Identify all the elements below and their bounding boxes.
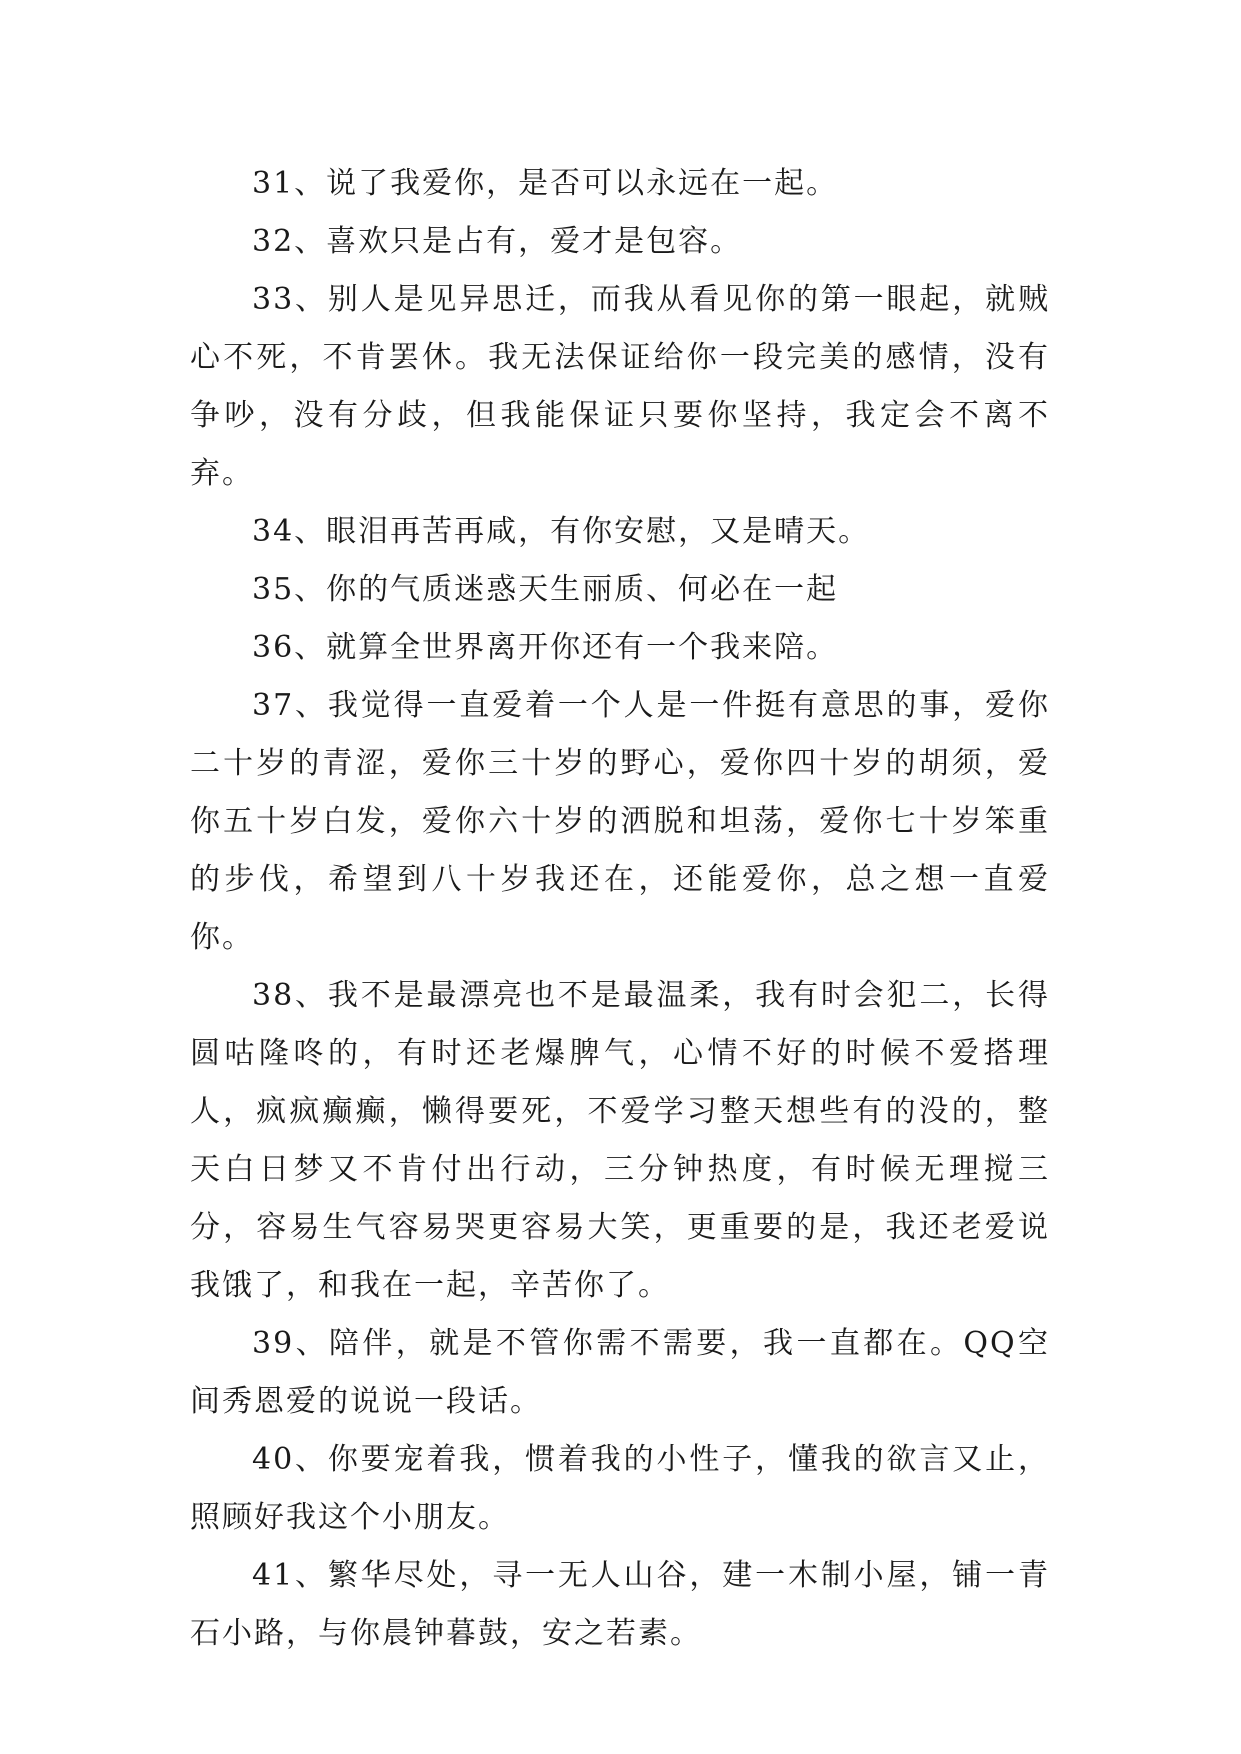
paragraph-37: 37、我觉得一直爱着一个人是一件挺有意思的事，爱你二十岁的青涩，爱你三十岁的野心，爱你四十岁的胡须，爱你五十岁白发，爱你六十岁的洒脱和坦荡，爱你七十岁笨重的步伐，希望到八十岁我还在，还能爱你，总之想一直爱你。 bbox=[190, 688, 1050, 955]
paragraph-32: 32、喜欢只是占有，爱才是包容。 bbox=[252, 224, 743, 259]
paragraph-39: 39、陪伴，就是不管你需不需要，我一直都在。QQ空间秀恩爱的说说一段话。 bbox=[190, 1326, 1050, 1419]
paragraph-41: 41、繁华尽处，寻一无人山谷，建一木制小屋，铺一青石小路，与你晨钟暮鼓，安之若素。 bbox=[190, 1558, 1050, 1651]
paragraph-40: 40、你要宠着我，惯着我的小性子，懂我的欲言又止，照顾好我这个小朋友。 bbox=[190, 1442, 1050, 1535]
paragraph-31: 31、说了我爱你，是否可以永远在一起。 bbox=[252, 166, 839, 201]
paragraph-36: 36、就算全世界离开你还有一个我来陪。 bbox=[252, 630, 839, 665]
paragraph-35: 35、你的气质迷惑天生丽质、何必在一起 bbox=[252, 572, 839, 607]
paragraph-34: 34、眼泪再苦再咸，有你安慰，又是晴天。 bbox=[252, 514, 871, 549]
paragraph-38: 38、我不是最漂亮也不是最温柔，我有时会犯二，长得圆咕隆咚的，有时还老爆脾气，心情不好的时候不爱搭理人，疯疯癫癫，懒得要死，不爱学习整天想些有的没的，整天白日梦又不肯付出行动，三分钟热度，有时候无理搅三分，容易生气容易哭更容易大笑，更重要的是，我还老爱说我饿了，和我在一起，辛苦你了。 bbox=[190, 978, 1050, 1303]
document-body bbox=[190, 155, 1050, 1663]
paragraph-33: 33、别人是见异思迁，而我从看见你的第一眼起，就贼心不死，不肯罢休。我无法保证给你一段完美的感情，没有争吵，没有分歧，但我能保证只要你坚持，我定会不离不弃。 bbox=[190, 282, 1050, 491]
